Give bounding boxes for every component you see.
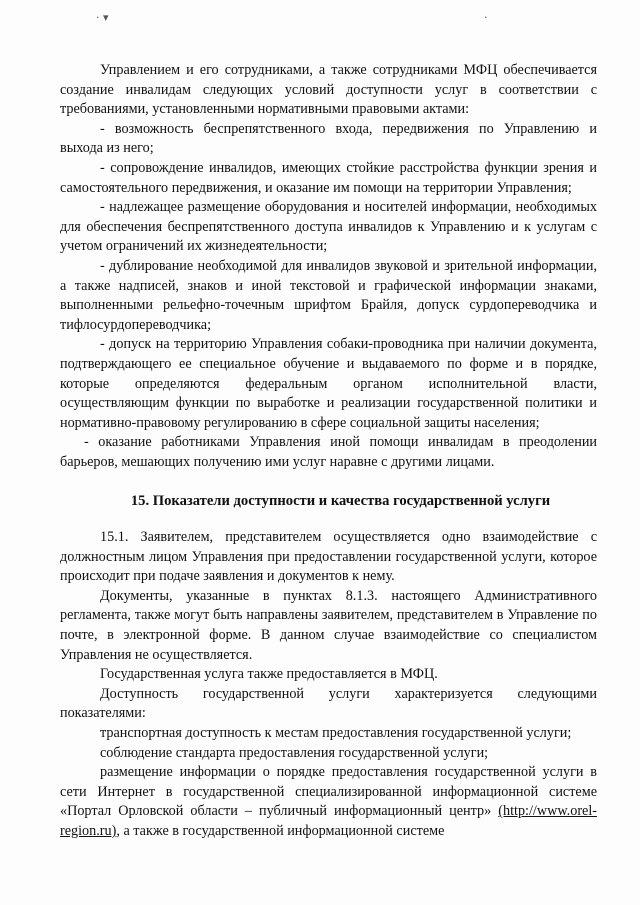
list-item: - надлежащее размещение оборудования и носителей информации, необходимых для обеспечения беспрепятственного доступа инвалидов к Управлению и к услугам с учетом ограничений их жизнедеятельности; [60, 199, 597, 255]
list-item: - дублирование необходимой для инвалидов звуковой и зрительной информации, а также надписей, знаков и иной текстовой и графической информации знаками, выполненными рельефно-точечным шрифтом Брайля, допуск сурдопереводчика и тифлосурдопереводчика; [60, 257, 597, 333]
paragraph: Государственная услуга также предоставляется в МФЦ. [100, 666, 438, 683]
paragraph: транспортная доступность к местам предоставления государственной услуги; [100, 725, 572, 741]
paragraph-tail: , а также в государственной информационной системе [116, 822, 445, 839]
paragraph: Доступность государственной услуги характеризуется следующими показателями: [60, 685, 597, 722]
list-item: - допуск на территорию Управления собаки-проводника при наличии документа, подтверждающего ее специальное обучение и выдаваемого по форме и в порядке, которые определяются федеральным органом исполнительной власти, осуществляющим функции по выработке и реализации государственной политики и нормативно-правовому регулированию в сфере социальной защиты населения; [60, 336, 597, 431]
list-item: - оказание работниками Управления иной помощи инвалидам в преодолении барьеров, мешающих получению ими услуг наравне с другими лицами. [60, 434, 597, 470]
list-item: - возможность беспрепятственного входа, передвижения по Управлению и выхода из него; [60, 120, 597, 157]
paragraph: соблюдение стандарта предоставления государственной услуги; [100, 744, 489, 761]
list-item: - сопровождение инвалидов, имеющих стойкие расстройства функции зрения и самостоятельного передвижения, и оказание им помощи на территории Управления; [60, 159, 597, 196]
paragraph: 15.1. Заявителем, представителем осуществляется одно взаимодействие с должностным лицом Управления при предоставлении государственной услуги, которое происходит при подаче заявления и документов к нему. [60, 529, 597, 585]
scan-speck: · [484, 11, 488, 24]
paragraph [60, 763, 597, 841]
section-heading: 15. Показатели доступности и качества государственной услуги [130, 493, 551, 510]
document-body [60, 61, 597, 842]
paragraph: Управлением и его сотрудниками, а также сотрудниками МФЦ обеспечивается создание инвалидам следующих условий доступности услуг в соответствии с требованиями, установленными нормативными правовыми актами: [60, 62, 597, 118]
paragraph: Документы, указанные в пунктах 8.1.3. настоящего Административного регламента, также могут быть направлены заявителем, представителем в Управление по почте, в электронной форме. В данном случае взаимодействие со специалистом Управления не осуществляется. [60, 587, 597, 663]
paragraph-text: размещение информации о порядке предоставления государственной услуги в сети Интернет в государственной специализированной информационной системе «Портал Орловской области – публичный информационный центр» [60, 764, 597, 820]
portal-link[interactable]: (http://www.orel-region.ru) [60, 803, 598, 839]
scan-speck: · ▾ [96, 11, 109, 24]
